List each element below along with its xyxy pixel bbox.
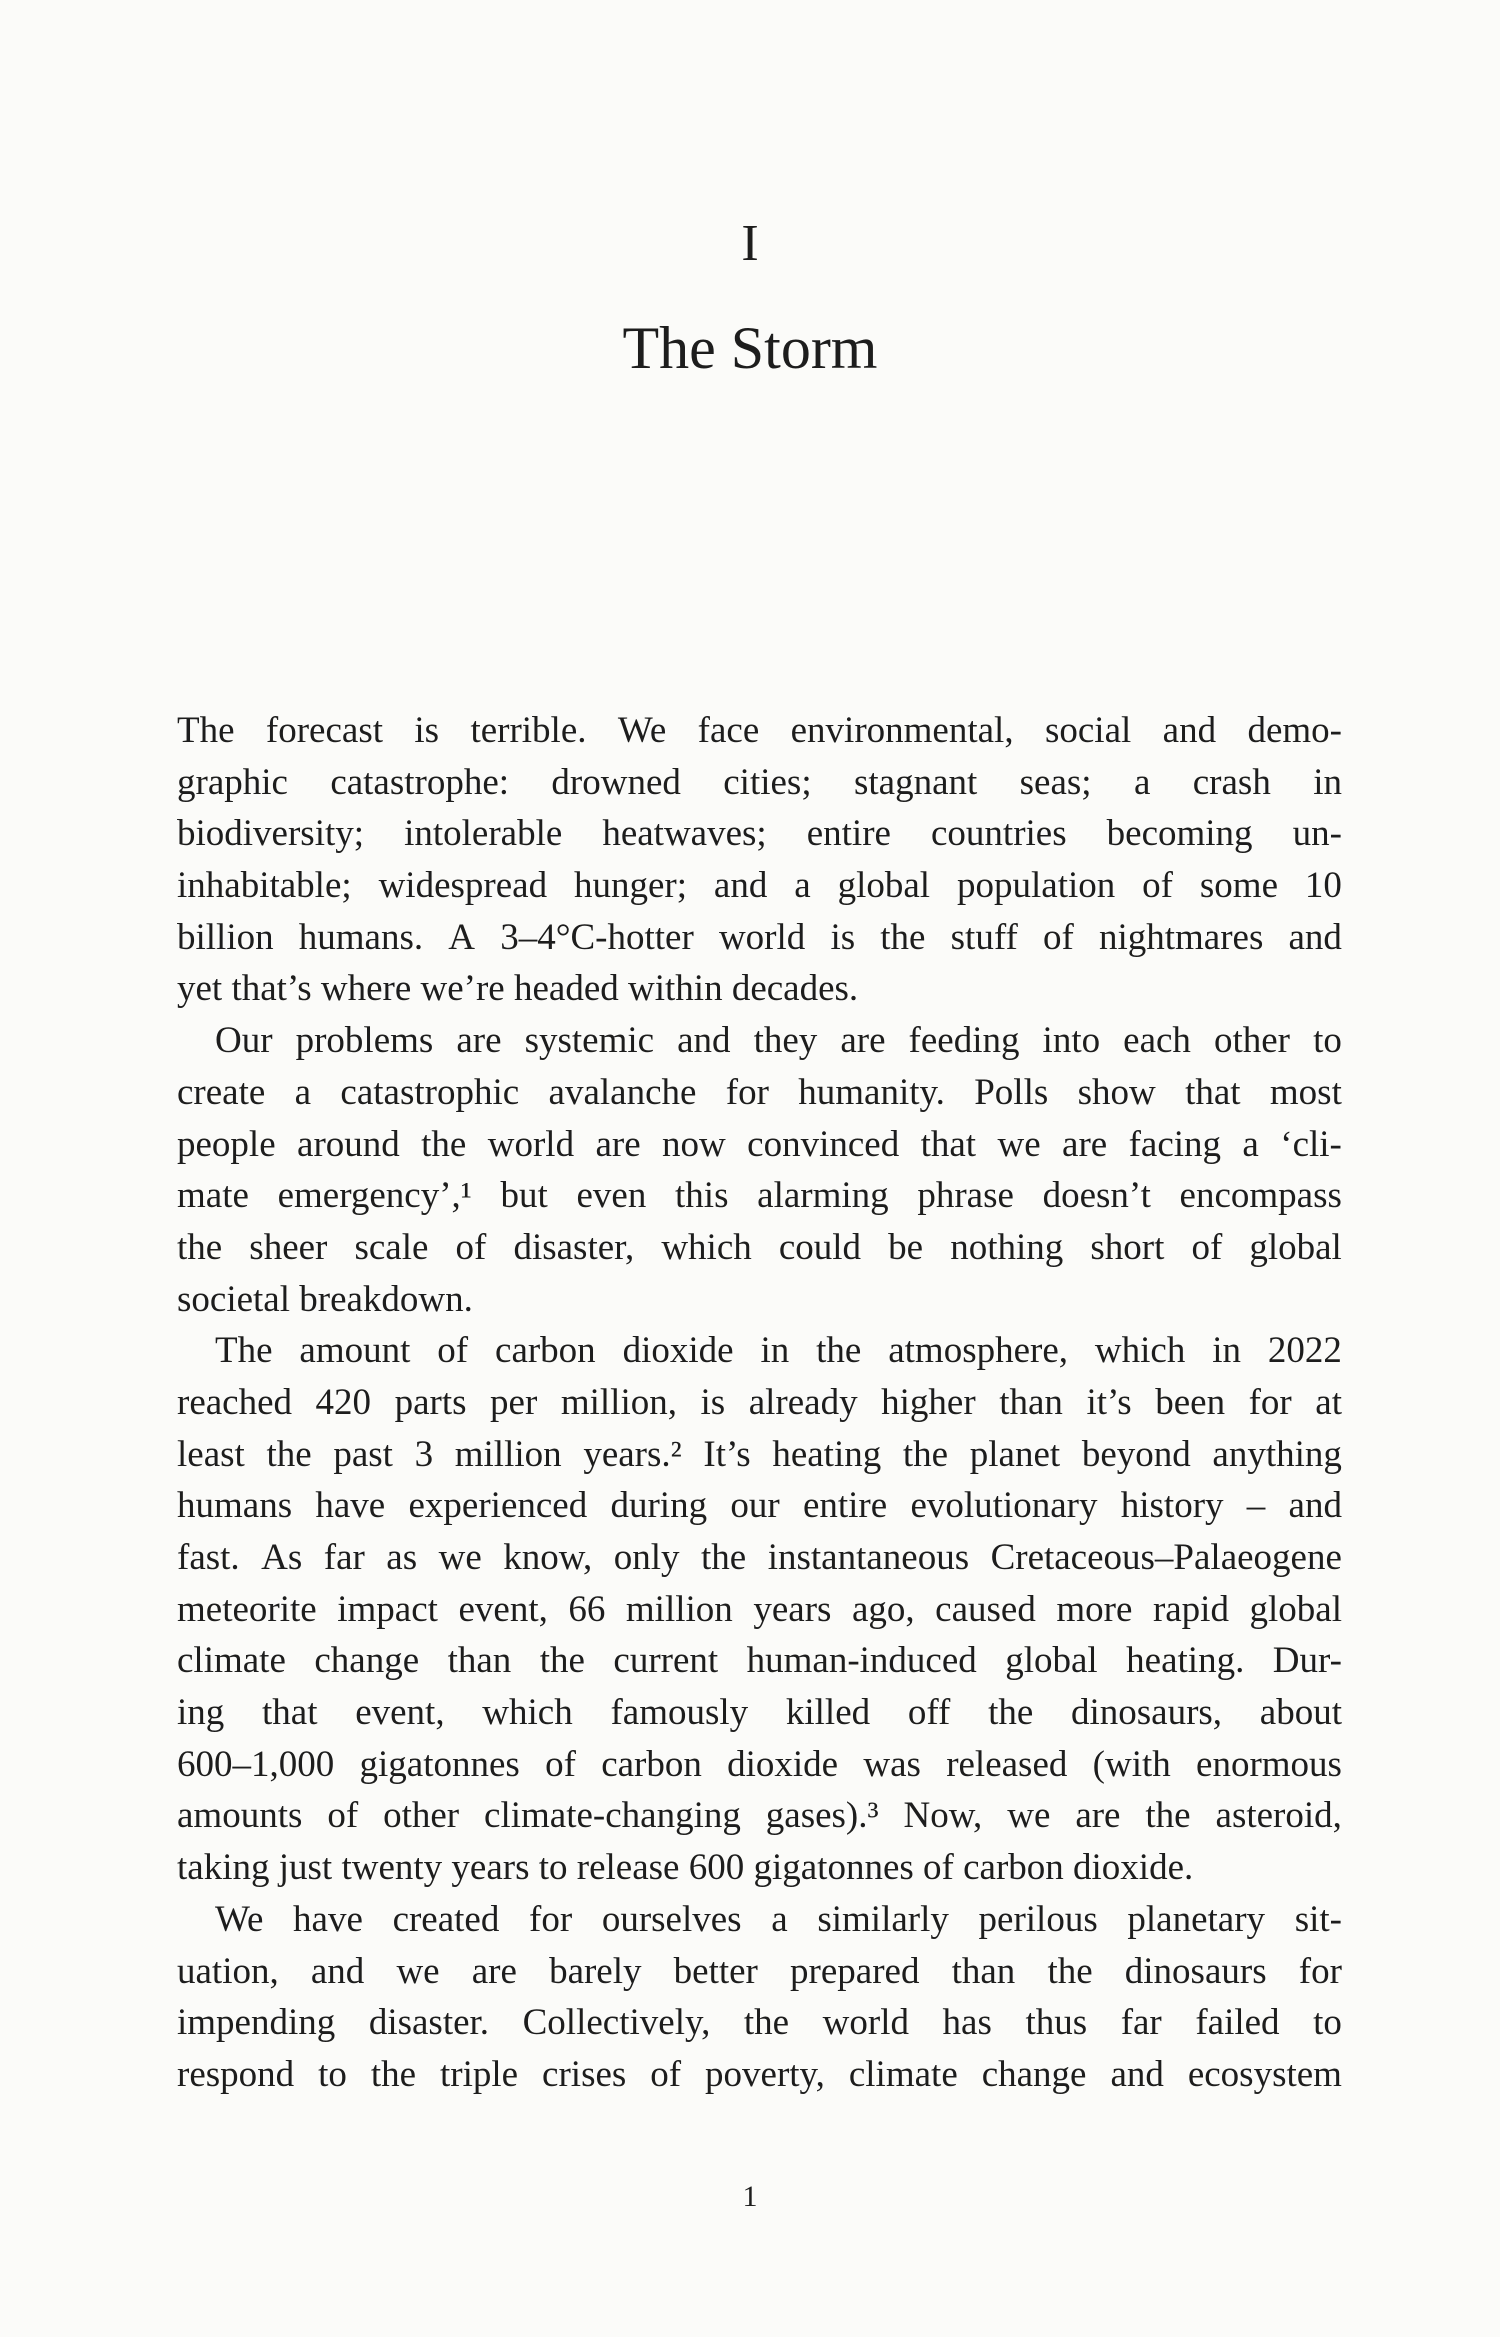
text-line: least the past 3 million years.² It’s heating the planet beyond anything <box>177 1433 1342 1475</box>
text-line: respond to the triple crises of poverty, climate change and ecosystem <box>177 2053 1342 2095</box>
text-line: climate change than the current human-induced global heating. Dur- <box>177 1640 1342 1682</box>
text-line: mate emergency’,¹ but even this alarming phrase doesn’t encompass <box>177 1175 1342 1217</box>
text-line: The forecast is terrible. We face environmental, social and demo- <box>177 710 1342 751</box>
text-line: reached 420 parts per million, is already higher than it’s been for at <box>177 1381 1342 1423</box>
chapter-number: I <box>741 215 759 272</box>
text-line: societal breakdown. <box>177 1278 473 1320</box>
chapter-body <box>177 705 1342 2101</box>
text-line: people around the world are now convinced that we are facing a ‘cli- <box>177 1123 1342 1165</box>
text-line: The amount of carbon dioxide in the atmosphere, which in 2022 <box>215 1330 1342 1372</box>
text-line: billion humans. A 3–4°C-hotter world is the stuff of nightmares and <box>177 916 1342 958</box>
text-line: the sheer scale of disaster, which could be nothing short of global <box>177 1226 1342 1268</box>
text-line: amounts of other climate-changing gases).³ Now, we are the asteroid, <box>177 1795 1342 1837</box>
text-line: inhabitable; widespread hunger; and a global population of some 10 <box>177 865 1342 907</box>
text-line: impending disaster. Collectively, the world has thus far failed to <box>177 2002 1342 2044</box>
chapter-title: The Storm <box>622 315 878 381</box>
text-line: Our problems are systemic and they are feeding into each other to <box>215 1020 1342 1062</box>
text-line: fast. As far as we know, only the instantaneous Cretaceous–Palaeogene <box>177 1537 1342 1578</box>
text-line: taking just twenty years to release 600 gigatonnes of carbon dioxide. <box>177 1847 1194 1889</box>
text-line: yet that’s where we’re headed within decades. <box>177 968 859 1010</box>
text-line: humans have experienced during our entire evolutionary history – and <box>177 1485 1342 1527</box>
text-line: meteorite impact event, 66 million years ago, caused more rapid global <box>177 1588 1342 1630</box>
text-line: 600–1,000 gigatonnes of carbon dioxide was released (with enormous <box>177 1743 1342 1785</box>
text-line: graphic catastrophe: drowned cities; stagnant seas; a crash in <box>177 761 1342 803</box>
text-line: uation, and we are barely better prepared than the dinosaurs for <box>177 1950 1342 1992</box>
text-line: ing that event, which famously killed off the dinosaurs, about <box>177 1692 1342 1734</box>
text-line: biodiversity; intolerable heatwaves; entire countries becoming un- <box>177 813 1342 855</box>
text-line: We have created for ourselves a similarly perilous planetary sit- <box>215 1898 1342 1940</box>
text-line: create a catastrophic avalanche for humanity. Polls show that most <box>177 1071 1342 1113</box>
page-number: 1 <box>742 2180 758 2213</box>
